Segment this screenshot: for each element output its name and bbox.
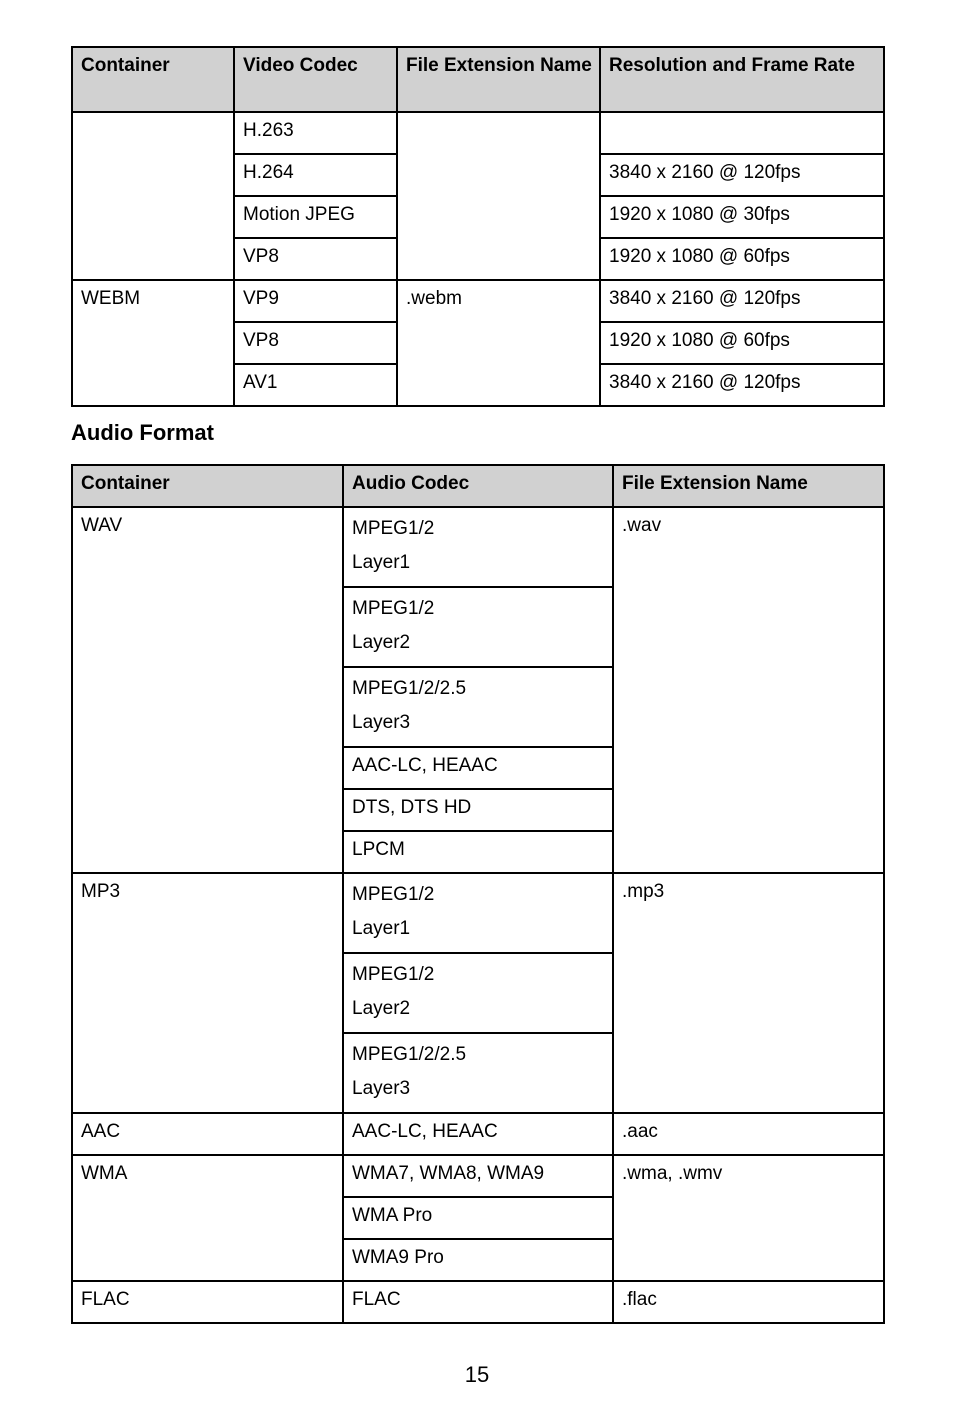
container-cell: WMA [72,1155,343,1281]
table-row [72,1155,884,1197]
column-header-container: Container [72,47,234,112]
container-cell-empty [72,112,234,280]
column-header-video-codec: Video Codec [234,47,397,112]
codec-line: MPEG1/2/2.5 [352,678,467,699]
audio-codec-cell [343,1155,613,1197]
codec-line: AAC-LC, HEAAC [352,1121,498,1142]
video-format-table [71,46,885,407]
audio-codec-cell [343,1281,613,1323]
table-row [72,873,884,953]
resolution-cell: 3840 x 2160 @ 120fps [600,154,884,196]
codec-line: MPEG1/2 [352,518,435,539]
file-extension-cell: .flac [613,1281,884,1323]
container-cell: WAV [72,507,343,873]
codec-line: WMA9 Pro [352,1247,444,1268]
table-header-row [72,47,884,112]
column-header-file-extension: File Extension Name [613,465,884,507]
audio-codec-cell [343,1197,613,1239]
codec-line: Layer1 [352,552,411,573]
resolution-cell [600,112,884,154]
audio-codec-cell [343,1113,613,1155]
audio-codec-cell [343,1033,613,1113]
column-header-container: Container [72,465,343,507]
table-row [72,1281,884,1323]
table-row [72,280,884,322]
file-extension-cell: .wav [613,507,884,873]
audio-table-body [72,507,884,1323]
column-header-file-extension: File Extension Name [397,47,600,112]
codec-line: Layer2 [352,998,411,1019]
resolution-cell: 1920 x 1080 @ 60fps [600,238,884,280]
codec-line: FLAC [352,1289,401,1310]
codec-line: MPEG1/2 [352,598,435,619]
codec-line: DTS, DTS HD [352,797,472,818]
file-extension-cell-empty [397,112,600,280]
container-cell: AAC [72,1113,343,1155]
file-extension-cell: .aac [613,1113,884,1155]
audio-codec-cell [343,1239,613,1281]
video-codec-cell: VP9 [234,280,397,322]
codec-line: Layer2 [352,632,411,653]
table-row [72,507,884,587]
codec-line: AAC-LC, HEAAC [352,755,498,776]
codec-line: MPEG1/2 [352,884,435,905]
video-codec-cell: Motion JPEG [234,196,397,238]
codec-line: Layer1 [352,918,411,939]
audio-codec-cell [343,789,613,831]
table-header-row [72,465,884,507]
codec-line: WMA Pro [352,1205,433,1226]
video-codec-cell: AV1 [234,364,397,406]
section-heading-audio-format: Audio Format [71,420,214,445]
video-codec-cell: VP8 [234,238,397,280]
resolution-cell: 1920 x 1080 @ 30fps [600,196,884,238]
codec-line: Layer3 [352,1078,411,1099]
resolution-cell: 3840 x 2160 @ 120fps [600,364,884,406]
audio-codec-cell [343,747,613,789]
file-extension-cell: .mp3 [613,873,884,1113]
audio-codec-cell [343,667,613,747]
container-cell: FLAC [72,1281,343,1323]
page-number: 15 [464,1362,490,1387]
audio-codec-cell [343,953,613,1033]
audio-codec-cell [343,587,613,667]
table-row [72,112,884,154]
codec-line: LPCM [352,839,405,860]
codec-line: MPEG1/2 [352,964,435,985]
audio-codec-cell [343,873,613,953]
audio-codec-cell [343,831,613,873]
codec-line: Layer3 [352,712,411,733]
codec-line: MPEG1/2/2.5 [352,1044,467,1065]
resolution-cell: 1920 x 1080 @ 60fps [600,322,884,364]
container-cell: WEBM [72,280,234,406]
video-codec-cell: H.263 [234,112,397,154]
column-header-resolution: Resolution and Frame Rate [600,47,884,112]
file-extension-cell: .webm [397,280,600,406]
column-header-audio-codec: Audio Codec [343,465,613,507]
container-cell: MP3 [72,873,343,1113]
video-codec-cell: H.264 [234,154,397,196]
resolution-cell: 3840 x 2160 @ 120fps [600,280,884,322]
video-codec-cell: VP8 [234,322,397,364]
table-row [72,1113,884,1155]
codec-line: WMA7, WMA8, WMA9 [352,1163,545,1184]
audio-format-table [71,464,885,1324]
audio-codec-cell [343,507,613,587]
file-extension-cell: .wma, .wmv [613,1155,884,1281]
